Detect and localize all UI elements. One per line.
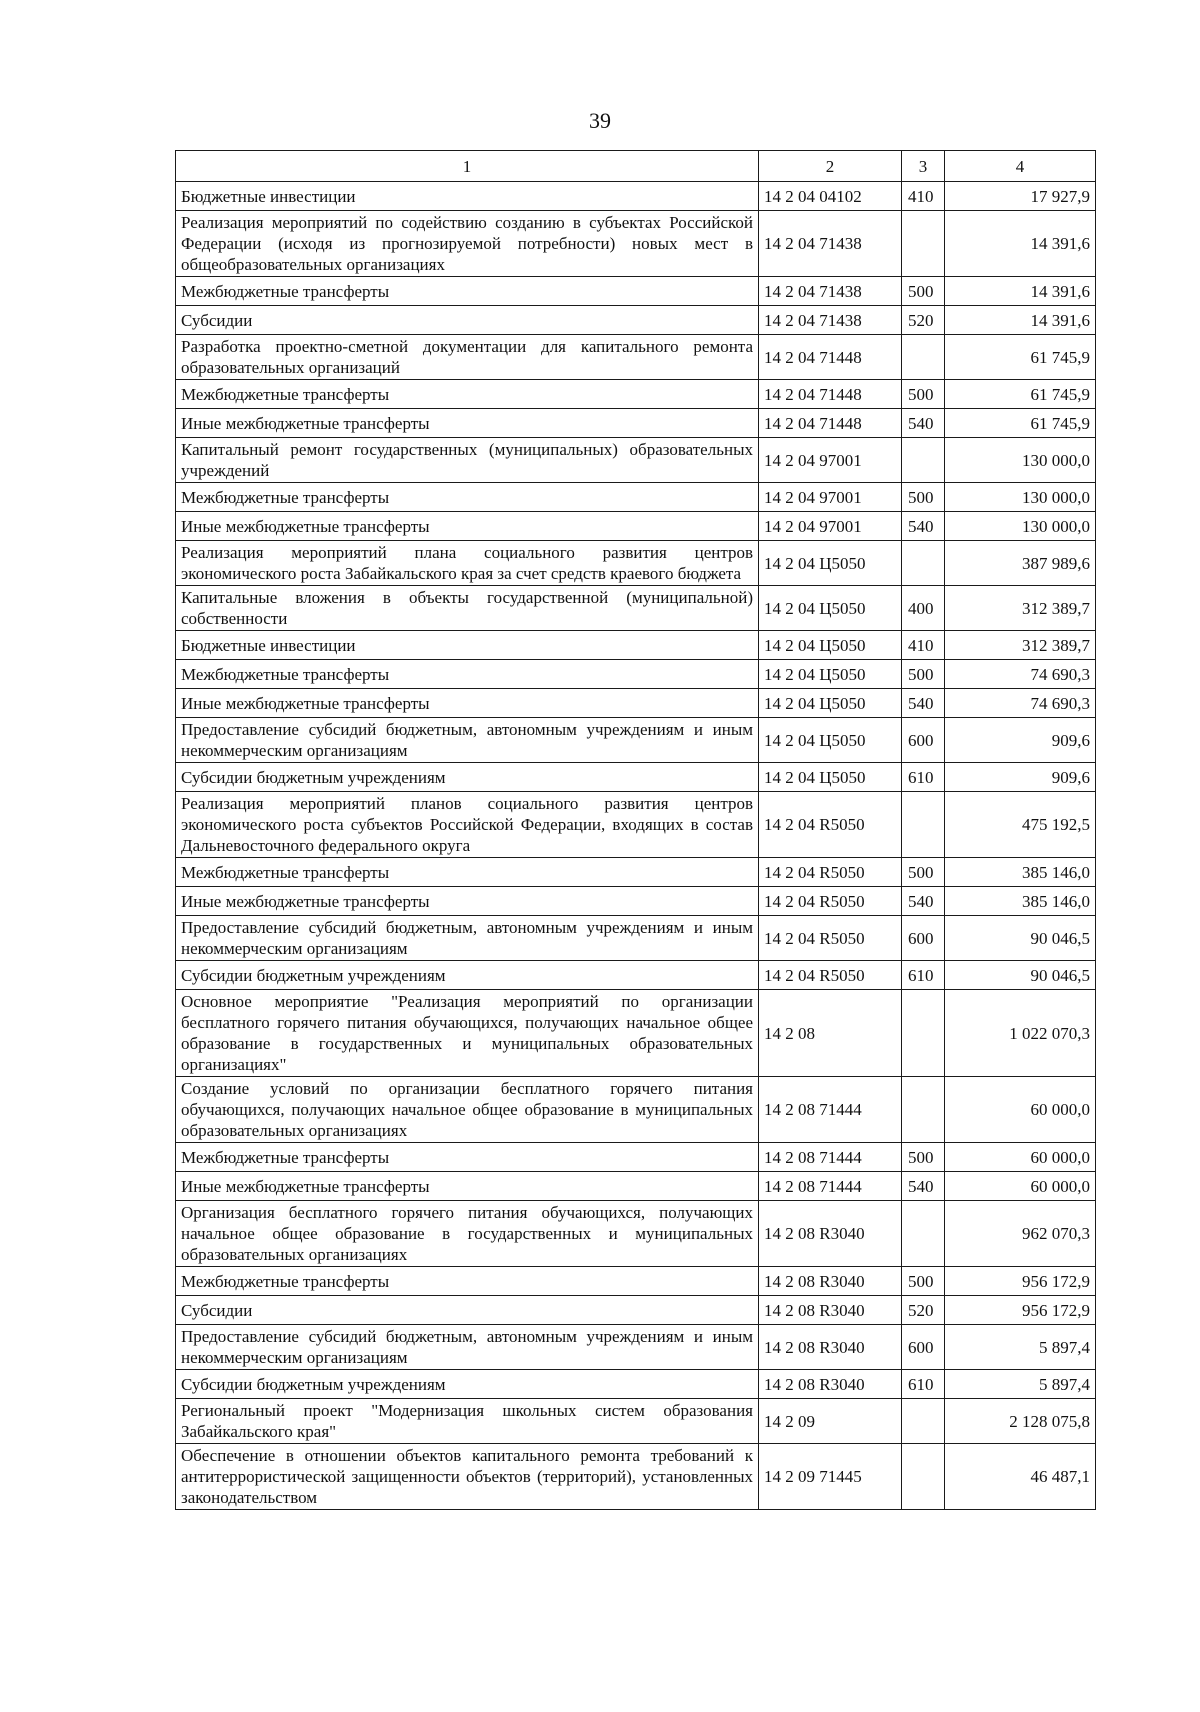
table-row (176, 1201, 1096, 1267)
table-row (176, 916, 1096, 961)
row-amount-cell: 60 000,0 (945, 1143, 1096, 1172)
row-code-cell: 14 2 08 R3040 (759, 1325, 902, 1370)
row-amount-cell: 74 690,3 (945, 689, 1096, 718)
row-amount-cell: 1 022 070,3 (945, 990, 1096, 1077)
row-amount-cell: 130 000,0 (945, 483, 1096, 512)
row-code-cell: 14 2 08 71444 (759, 1077, 902, 1143)
row-code-cell: 14 2 09 71445 (759, 1444, 902, 1510)
row-name-cell: Обеспечение в отношении объектов капитального ремонта требований к антитеррористической защищенности объектов (территорий), установленных законодательством (176, 1444, 759, 1510)
row-type-cell: 500 (902, 483, 945, 512)
row-name-cell: Межбюджетные трансферты (176, 1143, 759, 1172)
row-type-cell (902, 541, 945, 586)
row-code-cell: 14 2 04 R5050 (759, 792, 902, 858)
row-amount-cell: 956 172,9 (945, 1267, 1096, 1296)
row-name-cell: Региональный проект "Модернизация школьных систем образования Забайкальского края" (176, 1399, 759, 1444)
row-name-cell: Основное мероприятие "Реализация мероприятий по организации бесплатного горячего питания обучающихся, получающих начальное общее образование в государственных и муниципальных образовательных организациях" (176, 990, 759, 1077)
row-name-cell: Бюджетные инвестиции (176, 631, 759, 660)
row-amount-cell: 130 000,0 (945, 438, 1096, 483)
column-header-3: 3 (902, 151, 945, 182)
row-amount-cell: 60 000,0 (945, 1077, 1096, 1143)
row-code-cell: 14 2 04 Ц5050 (759, 660, 902, 689)
row-amount-cell: 61 745,9 (945, 335, 1096, 380)
row-type-cell (902, 990, 945, 1077)
row-code-cell: 14 2 04 04102 (759, 182, 902, 211)
row-type-cell: 520 (902, 306, 945, 335)
row-name-cell: Предоставление субсидий бюджетным, автономным учреждениям и иным некоммерческим организациям (176, 916, 759, 961)
table-row (176, 1325, 1096, 1370)
row-type-cell (902, 438, 945, 483)
row-name-cell: Капитальные вложения в объекты государственной (муниципальной) собственности (176, 586, 759, 631)
row-code-cell: 14 2 04 97001 (759, 438, 902, 483)
budget-table (175, 150, 1096, 1510)
row-name-cell: Капитальный ремонт государственных (муниципальных) образовательных учреждений (176, 438, 759, 483)
row-code-cell: 14 2 04 Ц5050 (759, 763, 902, 792)
row-code-cell: 14 2 08 R3040 (759, 1267, 902, 1296)
row-code-cell: 14 2 04 Ц5050 (759, 541, 902, 586)
row-amount-cell: 17 927,9 (945, 182, 1096, 211)
row-type-cell: 500 (902, 277, 945, 306)
table-row (176, 1399, 1096, 1444)
row-code-cell: 14 2 08 R3040 (759, 1370, 902, 1399)
row-type-cell: 500 (902, 380, 945, 409)
row-code-cell: 14 2 04 71448 (759, 335, 902, 380)
row-type-cell: 400 (902, 586, 945, 631)
row-type-cell: 500 (902, 858, 945, 887)
row-name-cell: Разработка проектно-сметной документации для капитального ремонта образовательных организаций (176, 335, 759, 380)
table-row (176, 541, 1096, 586)
row-amount-cell: 61 745,9 (945, 409, 1096, 438)
row-type-cell: 410 (902, 182, 945, 211)
row-type-cell: 500 (902, 660, 945, 689)
table-row (176, 1077, 1096, 1143)
table-row (176, 1444, 1096, 1510)
row-type-cell: 540 (902, 512, 945, 541)
row-name-cell: Межбюджетные трансферты (176, 1267, 759, 1296)
row-amount-cell: 2 128 075,8 (945, 1399, 1096, 1444)
row-type-cell: 540 (902, 409, 945, 438)
row-amount-cell: 90 046,5 (945, 916, 1096, 961)
row-amount-cell: 909,6 (945, 763, 1096, 792)
row-name-cell: Субсидии бюджетным учреждениям (176, 961, 759, 990)
table-row (176, 631, 1096, 660)
table-row (176, 483, 1096, 512)
row-code-cell: 14 2 09 (759, 1399, 902, 1444)
row-code-cell: 14 2 08 R3040 (759, 1296, 902, 1325)
table-row (176, 409, 1096, 438)
row-type-cell: 410 (902, 631, 945, 660)
row-type-cell: 500 (902, 1143, 945, 1172)
row-amount-cell: 312 389,7 (945, 631, 1096, 660)
row-code-cell: 14 2 04 71438 (759, 277, 902, 306)
row-amount-cell: 385 146,0 (945, 887, 1096, 916)
column-header-2: 2 (759, 151, 902, 182)
table-row (176, 586, 1096, 631)
row-name-cell: Иные межбюджетные трансферты (176, 1172, 759, 1201)
row-amount-cell: 46 487,1 (945, 1444, 1096, 1510)
row-amount-cell: 312 389,7 (945, 586, 1096, 631)
table-header-row (176, 151, 1096, 182)
row-code-cell: 14 2 04 R5050 (759, 858, 902, 887)
row-name-cell: Бюджетные инвестиции (176, 182, 759, 211)
row-amount-cell: 909,6 (945, 718, 1096, 763)
row-type-cell: 520 (902, 1296, 945, 1325)
row-type-cell (902, 1399, 945, 1444)
table-row (176, 211, 1096, 277)
row-name-cell: Субсидии бюджетным учреждениям (176, 763, 759, 792)
row-amount-cell: 60 000,0 (945, 1172, 1096, 1201)
row-name-cell: Межбюджетные трансферты (176, 380, 759, 409)
row-code-cell: 14 2 04 71448 (759, 380, 902, 409)
column-header-4: 4 (945, 151, 1096, 182)
row-name-cell: Субсидии бюджетным учреждениям (176, 1370, 759, 1399)
row-code-cell: 14 2 04 R5050 (759, 887, 902, 916)
row-name-cell: Иные межбюджетные трансферты (176, 409, 759, 438)
row-code-cell: 14 2 08 (759, 990, 902, 1077)
row-code-cell: 14 2 04 71438 (759, 211, 902, 277)
table-row (176, 335, 1096, 380)
table-row (176, 763, 1096, 792)
table-row (176, 380, 1096, 409)
table-row (176, 887, 1096, 916)
row-name-cell: Реализация мероприятий по содействию созданию в субъектах Российской Федерации (исходя из прогнозируемой потребности) новых мест в общеобразовательных организациях (176, 211, 759, 277)
row-type-cell (902, 1444, 945, 1510)
table-row (176, 718, 1096, 763)
row-code-cell: 14 2 04 Ц5050 (759, 586, 902, 631)
row-code-cell: 14 2 04 71448 (759, 409, 902, 438)
table-row (176, 1370, 1096, 1399)
row-amount-cell: 387 989,6 (945, 541, 1096, 586)
table-row (176, 660, 1096, 689)
row-amount-cell: 90 046,5 (945, 961, 1096, 990)
column-header-1: 1 (176, 151, 759, 182)
row-name-cell: Межбюджетные трансферты (176, 858, 759, 887)
row-name-cell: Межбюджетные трансферты (176, 660, 759, 689)
row-name-cell: Предоставление субсидий бюджетным, автономным учреждениям и иным некоммерческим организациям (176, 718, 759, 763)
row-name-cell: Иные межбюджетные трансферты (176, 689, 759, 718)
row-code-cell: 14 2 08 71444 (759, 1172, 902, 1201)
row-code-cell: 14 2 04 R5050 (759, 961, 902, 990)
table-row (176, 1296, 1096, 1325)
table-row (176, 1267, 1096, 1296)
row-amount-cell: 14 391,6 (945, 211, 1096, 277)
row-code-cell: 14 2 08 71444 (759, 1143, 902, 1172)
row-type-cell (902, 792, 945, 858)
row-type-cell (902, 1201, 945, 1267)
row-code-cell: 14 2 04 97001 (759, 483, 902, 512)
row-name-cell: Субсидии (176, 1296, 759, 1325)
row-type-cell: 610 (902, 763, 945, 792)
row-amount-cell: 475 192,5 (945, 792, 1096, 858)
row-type-cell: 600 (902, 916, 945, 961)
page-number: 39 (589, 108, 611, 133)
table-row (176, 689, 1096, 718)
table-row (176, 277, 1096, 306)
row-name-cell: Субсидии (176, 306, 759, 335)
row-type-cell (902, 211, 945, 277)
row-amount-cell: 74 690,3 (945, 660, 1096, 689)
row-type-cell: 540 (902, 689, 945, 718)
row-amount-cell: 130 000,0 (945, 512, 1096, 541)
table-body (176, 182, 1096, 1510)
row-name-cell: Реализация мероприятий плана социального развития центров экономического роста Забайкальского края за счет средств краевого бюджета (176, 541, 759, 586)
row-amount-cell: 385 146,0 (945, 858, 1096, 887)
row-type-cell: 500 (902, 1267, 945, 1296)
row-code-cell: 14 2 04 Ц5050 (759, 718, 902, 763)
row-amount-cell: 14 391,6 (945, 306, 1096, 335)
table-row (176, 961, 1096, 990)
row-type-cell (902, 335, 945, 380)
table-row (176, 1172, 1096, 1201)
row-type-cell: 600 (902, 718, 945, 763)
row-name-cell: Межбюджетные трансферты (176, 483, 759, 512)
row-code-cell: 14 2 04 R5050 (759, 916, 902, 961)
row-type-cell: 540 (902, 1172, 945, 1201)
row-name-cell: Организация бесплатного горячего питания обучающихся, получающих начальное общее образование в государственных и муниципальных образовательных организациях (176, 1201, 759, 1267)
row-name-cell: Иные межбюджетные трансферты (176, 887, 759, 916)
row-amount-cell: 61 745,9 (945, 380, 1096, 409)
table-row (176, 182, 1096, 211)
row-name-cell: Межбюджетные трансферты (176, 277, 759, 306)
row-type-cell: 610 (902, 961, 945, 990)
table-row (176, 438, 1096, 483)
row-code-cell: 14 2 04 Ц5050 (759, 689, 902, 718)
row-amount-cell: 956 172,9 (945, 1296, 1096, 1325)
row-amount-cell: 962 070,3 (945, 1201, 1096, 1267)
row-type-cell: 610 (902, 1370, 945, 1399)
row-type-cell: 600 (902, 1325, 945, 1370)
row-name-cell: Иные межбюджетные трансферты (176, 512, 759, 541)
table-row (176, 792, 1096, 858)
row-name-cell: Реализация мероприятий планов социального развития центров экономического роста субъектов Российской Федерации, входящих в состав Дальневосточного федерального округа (176, 792, 759, 858)
row-type-cell (902, 1077, 945, 1143)
table-row (176, 1143, 1096, 1172)
row-code-cell: 14 2 04 71438 (759, 306, 902, 335)
row-code-cell: 14 2 04 97001 (759, 512, 902, 541)
table-row (176, 858, 1096, 887)
row-name-cell: Создание условий по организации бесплатного горячего питания обучающихся, получающих начальное общее образование в муниципальных образовательных организациях (176, 1077, 759, 1143)
table-row (176, 306, 1096, 335)
table-row (176, 512, 1096, 541)
row-name-cell: Предоставление субсидий бюджетным, автономным учреждениям и иным некоммерческим организациям (176, 1325, 759, 1370)
row-amount-cell: 14 391,6 (945, 277, 1096, 306)
row-code-cell: 14 2 08 R3040 (759, 1201, 902, 1267)
row-amount-cell: 5 897,4 (945, 1370, 1096, 1399)
table-row (176, 990, 1096, 1077)
row-code-cell: 14 2 04 Ц5050 (759, 631, 902, 660)
row-amount-cell: 5 897,4 (945, 1325, 1096, 1370)
row-type-cell: 540 (902, 887, 945, 916)
